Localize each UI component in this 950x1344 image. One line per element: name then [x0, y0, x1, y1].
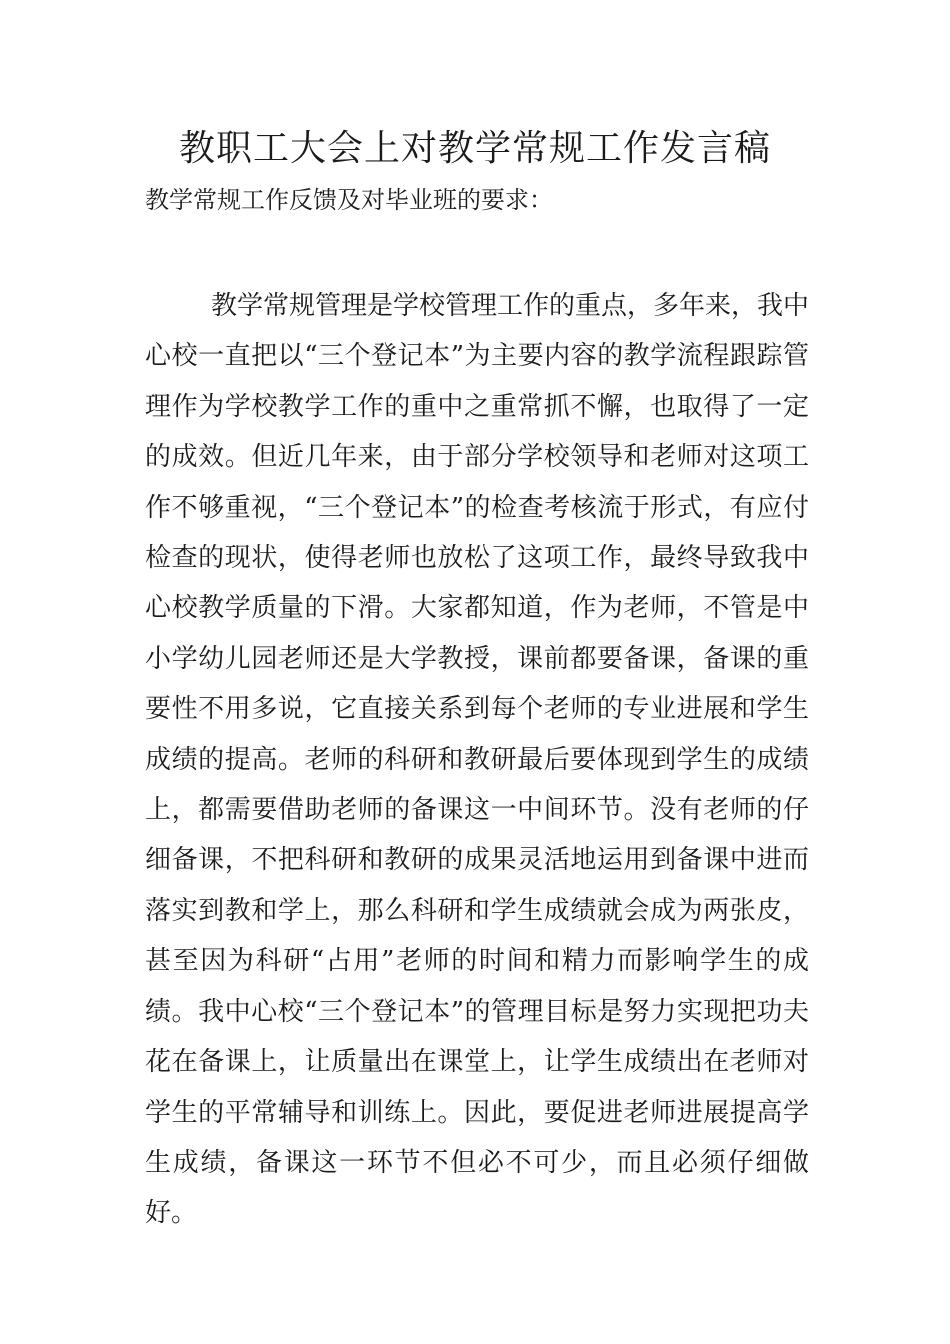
- body-paragraph: 教学常规管理是学校管理工作的重点，多年来，我中心校一直把以“三个登记本”为主要内容的教学流程跟踪管理作为学校教学工作的重中之重常抓不懈，也取得了一定的成效。但近几年来，由于部分学校领导和老师对这项工作不够重视，“三个登记本”的检查考核流于形式，有应付检查的现状，使得老师也放松了这项工作，最终导致我中心校教学质量的下滑。大家都知道，作为老师，不管是中小学幼儿园老师还是大学教授，课前都要备课，备课的重要性不用多说，它直接关系到每个老师的专业进展和学生成绩的提高。老师的科研和教研最后要体现到学生的成绩上，都需要借助老师的备课这一中间环节。没有老师的仔细备课，不把科研和教研的成果灵活地运用到备课中进而落实到教和学上，那么科研和学生成绩就会成为两张皮，甚至因为科研“占用”老师的时间和精力而影响学生的成绩。我中心校“三个登记本”的管理目标是努力实现把功夫花在备课上，让质量出在课堂上，让学生成绩出在老师对学生的平常辅导和训练上。因此，要促进老师进展提高学生成绩，备课这一环节不但必不可少，而且必须仔细做好。: [145, 291, 810, 1229]
- document-subtitle: 教学常规工作反馈及对毕业班的要求：: [145, 186, 553, 214]
- document-title: 教职工大会上对教学常规工作发言稿: [178, 128, 771, 169]
